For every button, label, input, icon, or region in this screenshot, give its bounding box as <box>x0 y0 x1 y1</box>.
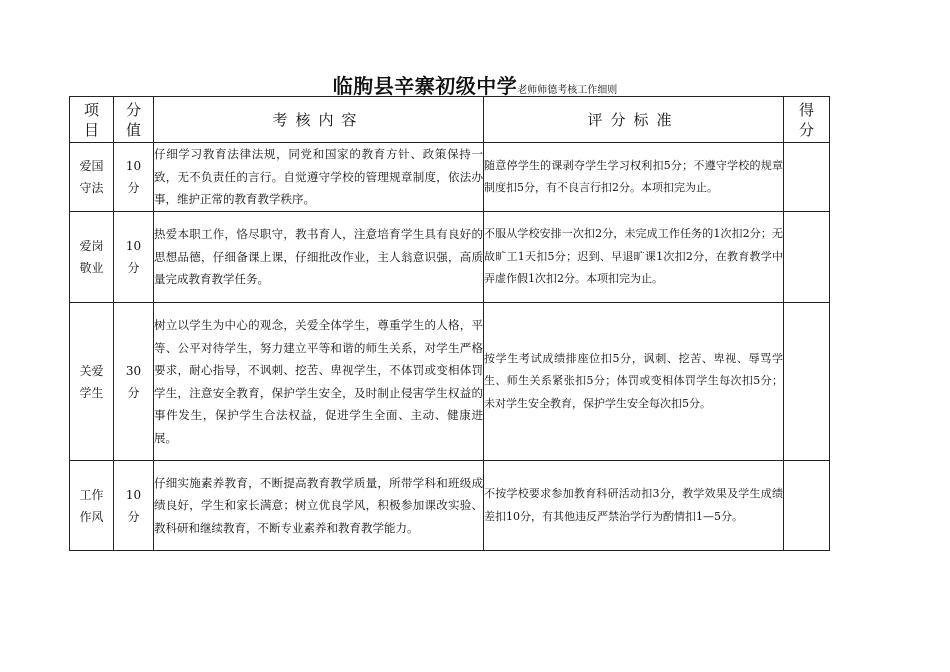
header-points: 得 分 <box>784 97 830 143</box>
table-row <box>70 303 830 461</box>
row-score: 10 分 <box>114 143 154 212</box>
row-criteria: 按学生考试成绩排座位扣5分，讽刺、挖苦、卑视、辱骂学生、师生关系紧张扣5分；体罚或变相体罚学生每次扣5分；未对学生安全教育，保护学生安全每次扣5分。 <box>484 303 784 461</box>
school-name: 临朐县辛寨初级中学 <box>332 74 518 98</box>
header-item: 项 目 <box>70 97 114 143</box>
evaluation-table <box>69 96 830 551</box>
row-item: 工作 作风 <box>70 461 114 551</box>
row-score: 30 分 <box>114 303 154 461</box>
row-points <box>784 303 830 461</box>
row-item: 爱国 守法 <box>70 143 114 212</box>
document-title <box>0 70 950 99</box>
row-content: 树立以学生为中心的观念，关爱全体学生，尊重学生的人格，平等、公平对待学生，努力建立平等和谐的师生关系，对学生严格要求，耐心指导，不讽刺、挖苦、卑视学生，不体罚或变相体罚学生，注意安全教育，保护学生安全，及时制止侵害学生权益的事件发生，保护学生合法权益，促进学生全面、主动、健康进展。 <box>154 303 484 461</box>
header-score: 分 值 <box>114 97 154 143</box>
row-criteria: 不服从学校安排一次扣2分，未完成工作任务的1次扣2分；无故旷工1天扣5分；迟到、早退旷课1次扣2分，在教育教学中弄虚作假1次扣2分。本项扣完为止。 <box>484 212 784 303</box>
row-points <box>784 143 830 212</box>
header-criteria: 评分标准 <box>484 97 784 143</box>
table-row <box>70 212 830 303</box>
row-score: 10 分 <box>114 212 154 303</box>
row-points <box>784 461 830 551</box>
table-row <box>70 461 830 551</box>
table-row <box>70 143 830 212</box>
row-score: 10 分 <box>114 461 154 551</box>
row-criteria: 随意停学生的课剥夺学生学习权利扣5分；不遵守学校的规章制度扣5分，有不良言行扣2分。本项扣完为止。 <box>484 143 784 212</box>
header-row <box>70 97 830 143</box>
row-criteria: 不按学校要求参加教育科研活动扣3分，教学效果及学生成绩差扣10分，有其他违反严禁治学行为酌情扣1—5分。 <box>484 461 784 551</box>
row-points <box>784 212 830 303</box>
row-content: 热爱本职工作，恪尽职守，教书育人，注意培育学生具有良好的思想品德，仔细备课上课，仔细批改作业，主人翁意识强，高质量完成教育教学任务。 <box>154 212 484 303</box>
row-item: 爱岗 敬业 <box>70 212 114 303</box>
title-subtitle: 老师师德考核工作细则 <box>517 85 618 96</box>
row-content: 仔细学习教育法律法规，同党和国家的教育方针、政策保持一致，无不负责任的言行。自觉遵守学校的管理规章制度，依法办事，维护正常的教育教学秩序。 <box>154 143 484 212</box>
row-content: 仔细实施素养教育，不断提高教育教学质量，所带学科和班级成绩良好，学生和家长满意；树立优良学风，积极参加课改实验、教科研和继续教育，不断专业素养和教育教学能力。 <box>154 461 484 551</box>
row-item: 关爱 学生 <box>70 303 114 461</box>
header-content: 考核内容 <box>154 97 484 143</box>
